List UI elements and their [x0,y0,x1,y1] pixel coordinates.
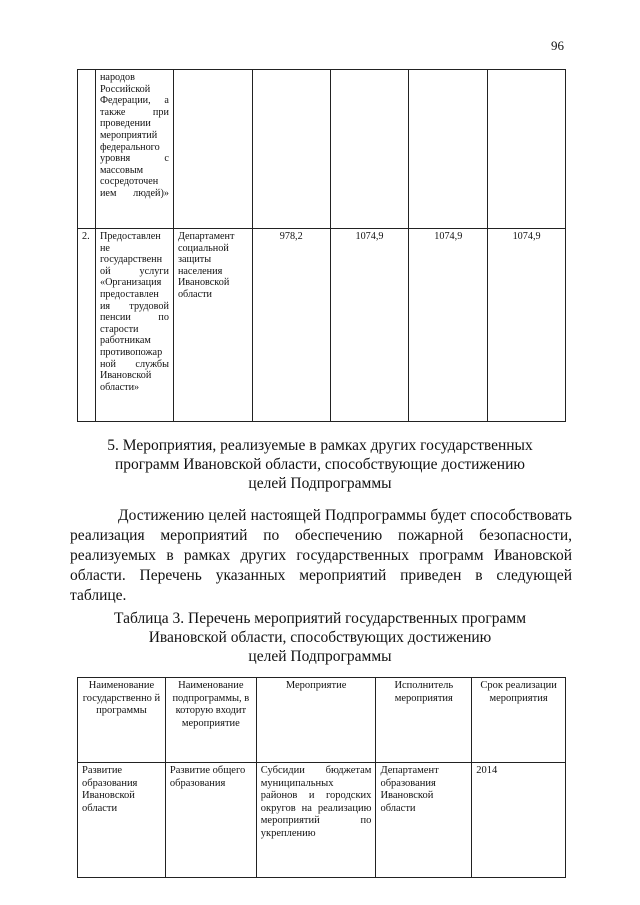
term-cell: 2014 [472,763,566,878]
column-header: Исполнитель мероприятия [376,678,472,763]
table3-caption [70,609,570,666]
column-header: Наименование государственно й программы [78,678,166,763]
value-cell: 1074,9 [488,229,566,422]
row-number: 2. [78,229,96,422]
value-cell [330,70,409,229]
program-cell: Развитие образования Ивановской области [78,763,166,878]
caption-line: целей Подпрограммы [248,648,392,665]
measure-cell: Субсидии бюджетам муниципальных районов и городских округов на реализацию мероприятий по укреплению [256,763,376,878]
executor [173,70,252,229]
section-heading-line: программ Ивановской области, способствующие достижению [115,456,525,473]
section-heading-line: 5. Мероприятия, реализуемые в рамках других государственных [107,437,533,454]
table-row [78,229,566,422]
top-table [77,69,566,422]
executor-cell: Департамент образования Ивановской области [376,763,472,878]
section-heading [70,436,570,493]
table3 [77,677,566,878]
body-paragraph [70,506,572,606]
row-number [78,70,96,229]
paragraph-text: Достижению целей настоящей Подпрограммы будет способствовать реализация мероприятий по обеспечению пожарной безопасности, реализуемых в рамках других государственных программ Ивановской области. Перечень указанных мероприятий приведен в следующей таблице. [70,507,572,604]
table-header-row [78,678,566,763]
table-row [78,70,566,229]
value-cell: 1074,9 [409,229,488,422]
column-header: Мероприятие [256,678,376,763]
caption-line: Таблица 3. Перечень мероприятий государственных программ [113,610,527,627]
value-cell [252,70,330,229]
column-header: Срок реализации мероприятия [472,678,566,763]
value-cell [488,70,566,229]
caption-line: Ивановской области, способствующих достижению [148,629,492,646]
executor: Департамент социальной защиты населения Ивановской области [173,229,252,422]
section-heading-line: целей Подпрограммы [248,475,392,492]
value-cell: 1074,9 [330,229,409,422]
subprogram-cell: Развитие общего образования [165,763,256,878]
measure-name: народов Российской Федерации, а также при проведении мероприятий федерального уровня с массовым сосредоточен ием людей)» [95,70,173,229]
column-header: Наименование подпрограммы, в которую входит мероприятие [165,678,256,763]
page-number: 96 [551,38,564,53]
value-cell: 978,2 [252,229,330,422]
table-row [78,763,566,878]
value-cell [409,70,488,229]
measure-name: Предоставлен не государственн ой услуги «Организация предоставлен ия трудовой пенсии по старости работникам противопожар ной службы Ивановской области» [95,229,173,422]
